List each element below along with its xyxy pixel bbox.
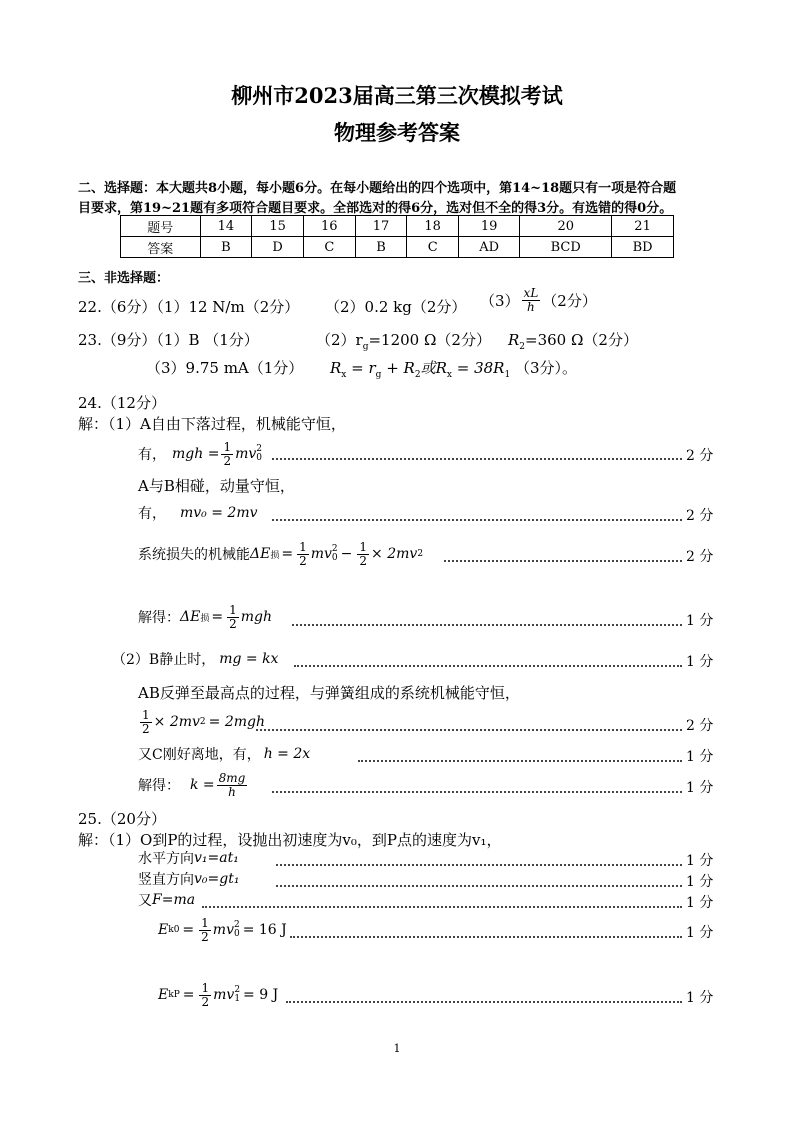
formula: k =: [190, 777, 215, 793]
q23-part3-formula: $R_x = r_g + R_2$或$R_x = 38R_1$ （3分）。: [330, 359, 578, 380]
q23-part2-value: =1200 Ω（2分）: [368, 331, 491, 349]
score-label: 1 分: [686, 780, 714, 796]
table-cell: 16: [303, 216, 355, 237]
table-cell: BD: [612, 237, 674, 258]
formula: v₁=at₁: [194, 850, 239, 866]
score-label: 1 分: [686, 613, 714, 629]
q24-line9: $\frac{1}{2}$ × 2mv 2 = 2mgh: [142, 707, 265, 736]
formula: mg = kx: [219, 651, 279, 667]
line-prefix: 系统损失的机械能: [138, 547, 250, 563]
score-label: 1 分: [686, 749, 714, 765]
formula-part: = 38R: [456, 359, 505, 377]
fraction-half: $\frac{1}{2}$: [142, 707, 150, 736]
score-label: 2 分: [686, 448, 714, 464]
dot-leader: [272, 519, 682, 521]
q24-line2: 有， mgh = $\frac{1}{2}$ mv 2 0: [138, 439, 262, 468]
dot-leader: [272, 458, 682, 460]
formula: ΔE: [250, 546, 271, 562]
formula-part: 或R: [420, 359, 447, 377]
table-cell: 21: [612, 216, 674, 237]
subscript: 2: [519, 342, 526, 352]
q24-line11: [138, 766, 249, 804]
q24-line4: [138, 503, 258, 523]
formula: E: [158, 922, 169, 938]
q24-line10: [138, 744, 310, 764]
line-prefix: （2）B静止时，: [112, 652, 216, 668]
dot-leader: [276, 885, 682, 887]
score-label: 2 分: [686, 508, 714, 524]
subscript: g: [362, 342, 369, 352]
fraction-half: $\frac{1}{2}$: [299, 539, 307, 568]
dot-leader: [202, 906, 682, 908]
q22-part3: [480, 287, 597, 313]
score-label: 1 分: [686, 853, 714, 869]
answer-key-title: 物理参考答案: [334, 120, 460, 145]
variable: R: [330, 359, 342, 377]
formula: E: [158, 987, 169, 1003]
formula-tail: mgh: [240, 609, 272, 625]
fraction-half: $\frac{1}{2}$: [223, 439, 232, 468]
q25-line1: 解：（1）O到P的过程，设抛出初速度为v₀，到P点的速度为v₁，: [78, 831, 502, 849]
dot-leader: [290, 936, 682, 938]
table-cell: AD: [459, 237, 520, 258]
q25-line3: [138, 869, 239, 889]
q22-part3-prefix: （3）: [480, 291, 520, 310]
variable: R: [508, 331, 520, 349]
fraction-half: $\frac{1}{2}$: [229, 602, 237, 631]
line-prefix: 竖直方向: [138, 872, 194, 888]
fraction-half: $\frac{1}{2}$: [201, 915, 209, 944]
table-cell: 14: [200, 216, 252, 237]
q24-line5: 系统损失的机械能 ΔE 损 = $\frac{1}{2}$ mv 2 0 − $\frac{1}{2}$ × 2mv 2: [138, 539, 424, 568]
section2-intro-line2: 目要求，第19~21题有多项符合题目要求。全部选对的得6分，选对但不全的得3分。有选错的得0分。: [78, 201, 673, 216]
score-label: 2 分: [686, 549, 714, 565]
formula: ΔE: [180, 609, 201, 625]
q24-line6: 解得： ΔE 损 = $\frac{1}{2}$ mgh: [138, 602, 272, 631]
formula: × 2mv: [153, 714, 200, 730]
formula: mv₀ = 2mv: [180, 505, 258, 521]
fraction-numerator: xL: [523, 286, 539, 300]
table-row-questions: [121, 216, 674, 237]
score-label: 1 分: [686, 654, 714, 670]
q23-part2b: [508, 329, 638, 352]
q22-part3-score: （2分）: [542, 291, 597, 310]
q22-part3-fraction: [522, 287, 541, 313]
formula: mgh =: [172, 446, 220, 462]
exam-title: 柳州市2023届高三第三次模拟考试: [231, 83, 563, 108]
section2-intro-line1: 二、选择题：本大题共8小题，每小题6分。在每小题给出的四个选项中，第14~18题只有一项是符合题: [78, 181, 677, 196]
table-cell: B: [200, 237, 252, 258]
table-cell: C: [303, 237, 355, 258]
fraction-half: $\frac{1}{2}$: [201, 980, 210, 1009]
formula-part: = r: [351, 359, 376, 377]
q25-line5: E k0 = $\frac{1}{2}$ mv 2 0 = 16 J: [158, 915, 287, 944]
line-prefix: 解得：: [138, 778, 180, 794]
fraction-denominator: h: [527, 299, 535, 314]
table-header-cell: 题号: [121, 216, 201, 237]
score-label: 1 分: [686, 990, 714, 1006]
formula-tail: mv: [310, 546, 332, 562]
line-prefix: 又: [138, 893, 152, 909]
table-cell: 17: [355, 216, 407, 237]
line-prefix: 水平方向: [138, 851, 194, 867]
formula-tail: mv: [235, 446, 257, 462]
table-cell: 20: [520, 216, 612, 237]
line-prefix: 解得：: [138, 610, 180, 626]
table-cell: 15: [252, 216, 304, 237]
q25-label: 25.（20分）: [78, 810, 166, 828]
q23-part1: 23.（9分）（1）B （1分）: [78, 331, 259, 349]
q24-line3: A与B相碰，动量守恒，: [138, 477, 295, 495]
dot-leader: [272, 791, 682, 793]
q24-label: 24.（12分）: [78, 394, 166, 412]
fraction-k: $\frac{8mg}{h}$: [218, 770, 246, 799]
fraction-half: $\frac{1}{2}$: [359, 539, 368, 568]
q25-line6: E kP = $\frac{1}{2}$ mv 2 1 = 9 J: [158, 980, 279, 1009]
section3-heading: 三、非选择题：: [78, 271, 170, 286]
dot-leader: [276, 864, 682, 866]
q24-line7: [112, 649, 278, 669]
dot-leader: [444, 560, 682, 562]
q22-part1: 22.（6分）（1）12 N/m（2分）: [78, 298, 300, 316]
formula-tail: × 2mv: [371, 546, 418, 562]
q24-line1: 解：（1）A自由下落过程，机械能守恒，: [78, 415, 346, 433]
dot-leader: [292, 624, 682, 626]
dot-leader: [256, 729, 682, 731]
table-header-cell: 答案: [121, 237, 201, 258]
table-cell: 18: [407, 216, 459, 237]
line-prefix: 有，: [138, 447, 166, 463]
formula: v₀=gt₁: [194, 871, 240, 887]
q23-part2-label: （2）r: [316, 331, 363, 349]
q23-part2: [316, 329, 491, 352]
dot-leader: [286, 1001, 682, 1003]
formula: h = 2x: [263, 746, 311, 762]
q23-part3: （3）9.75 mA（1分）: [146, 359, 304, 377]
q25-line2: [138, 848, 239, 868]
page-number: 1: [393, 1042, 401, 1055]
formula-tail: mv: [212, 922, 234, 938]
table-cell: BCD: [520, 237, 612, 258]
answer-table: [120, 215, 674, 258]
q25-line4: [138, 890, 195, 910]
formula-tail: mv: [213, 987, 235, 1003]
table-row-answers: [121, 237, 674, 258]
dot-leader: [358, 760, 682, 762]
q22-part2: （2）0.2 kg（2分）: [325, 298, 467, 316]
score-label: 1 分: [686, 925, 714, 941]
score-label: 2 分: [686, 718, 714, 734]
score-label: 1 分: [686, 874, 714, 890]
table-cell: B: [355, 237, 407, 258]
formula-part: + R: [386, 359, 415, 377]
dot-leader: [294, 665, 682, 667]
table-cell: 19: [459, 216, 520, 237]
line-prefix: 有，: [138, 506, 166, 522]
formula-tail: = 2mgh: [208, 714, 265, 730]
score-label: 1 分: [686, 895, 714, 911]
table-cell: C: [407, 237, 459, 258]
q24-line8: AB反弹至最高点的过程，与弹簧组成的系统机械能守恒，: [138, 684, 520, 702]
q23-part3-score: （3分）。: [514, 359, 578, 377]
formula: F=ma: [152, 892, 196, 908]
table-cell: D: [252, 237, 304, 258]
line-prefix: 又C刚好离地，有，: [138, 747, 261, 763]
q23-part2b-value: =360 Ω（2分）: [525, 331, 638, 349]
